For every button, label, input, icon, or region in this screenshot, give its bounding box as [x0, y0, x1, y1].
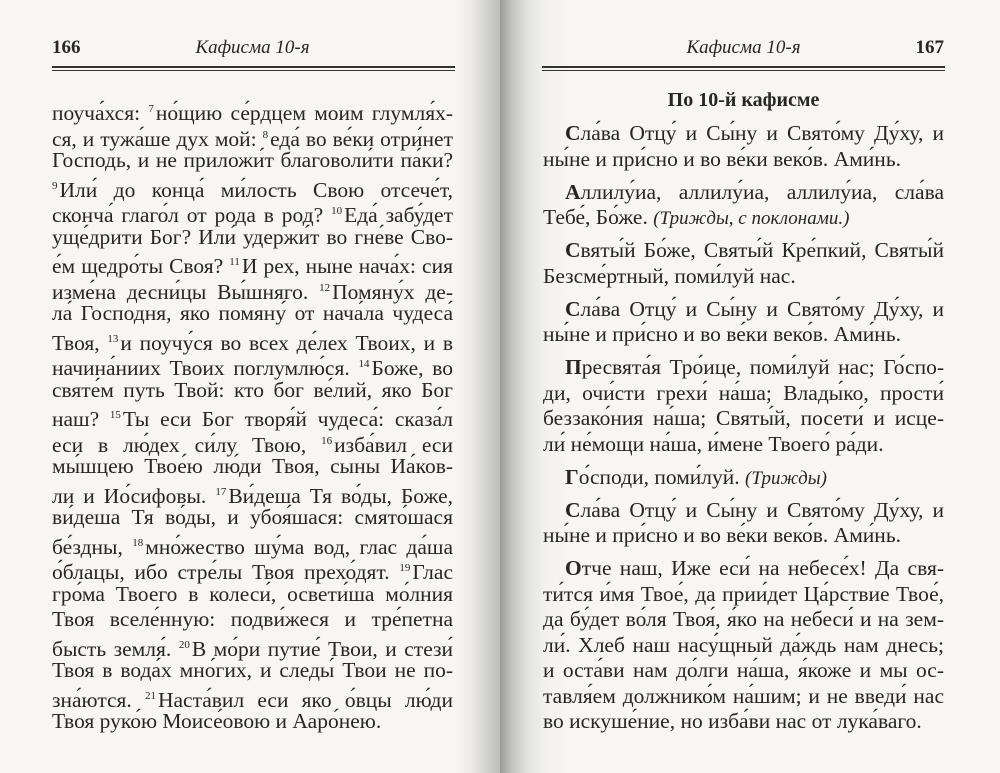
text-line — [52, 225, 453, 251]
text-line — [543, 607, 944, 633]
text-segment: бысть земля́. — [52, 636, 179, 661]
text-segment: Твоя вселе́нную: подви́жеся и тре́петна — [52, 607, 453, 631]
text-segment: да бу́дет во́ля Твоя́, я́ко на небеси́ и на зем- — [543, 607, 944, 631]
text-line — [52, 276, 453, 302]
prayer-paragraph — [543, 180, 944, 231]
running-head-title: Кафисма 10-я — [686, 37, 801, 58]
header-rule — [52, 66, 455, 71]
text-line — [52, 684, 453, 710]
text-line — [543, 633, 944, 659]
text-line — [543, 556, 944, 582]
text-segment: ли́. Хлеб наш насу́щный да́ждь нам днесь; — [543, 632, 944, 657]
text-line — [52, 199, 453, 225]
prayer-text — [543, 85, 944, 742]
verse-number: 19 — [399, 562, 411, 574]
verse-number: 16 — [321, 434, 333, 447]
text-line — [543, 297, 944, 323]
text-segment: зна́ются. — [52, 687, 145, 712]
text-line — [543, 180, 944, 206]
verse-number: 18 — [132, 536, 144, 549]
text-segment: и поучу́ся во всех де́лех Твоих, и в — [120, 330, 454, 355]
bold-initial: С — [565, 238, 581, 262]
text-segment: гро́ма Твоего в колеси́, освети́ша мо́лния — [52, 581, 453, 606]
bold-initial: А — [565, 179, 581, 204]
text-segment: В мо́ри путие́ Твои, и стези́ — [191, 636, 453, 661]
text-segment: ла́ Господня, яко помяну́ от нача́ла чудеса́ — [52, 301, 453, 325]
text-segment: Или́ до конца́ ми́лость Свою отсече́т, — [59, 177, 453, 202]
rubric-note: (Трижды, с поклонами.) — [653, 208, 850, 229]
text-line — [52, 403, 453, 429]
text-segment: ресвята́я Тро́ице, поми́луй нас; Го́спо- — [581, 355, 944, 379]
text-line — [52, 97, 453, 123]
text-segment: Твоя в вода́х мно́гих, и следы́ Твои не по- — [52, 658, 453, 682]
text-line — [52, 556, 453, 582]
text-line — [543, 498, 944, 524]
text-line — [52, 531, 453, 557]
text-segment: и оста́ви нам до́лги на́ша, я́коже и мы ос- — [543, 658, 944, 682]
section-heading: По 10-й кафисме — [667, 89, 820, 111]
prayer-paragraph — [543, 465, 944, 491]
text-line — [52, 633, 453, 659]
text-line — [543, 582, 944, 608]
header-rule — [542, 66, 945, 71]
text-segment: ти́тся и́мя Твое́, да прии́дет Ца́рствие Твое́, — [543, 581, 944, 606]
text-segment: Твоя руко́ю Моисе́овою и Ааро́нею. — [52, 709, 382, 733]
text-line — [52, 250, 453, 276]
text-line — [543, 121, 944, 147]
text-segment: святе́м путь Твой: кто бог ве́лий, яко Бог — [52, 377, 453, 402]
text-segment: сконча́ глаго́л от рода в род? — [52, 203, 332, 227]
text-line — [543, 684, 944, 710]
verse-number: 10 — [331, 205, 343, 217]
text-segment: бе́здны, — [52, 534, 133, 559]
bold-initial: Г — [565, 464, 579, 489]
prayer-paragraph — [543, 556, 944, 735]
text-line — [52, 148, 453, 174]
text-segment: Ви́деша Тя во́ды, Боже, — [228, 483, 453, 508]
prayer-paragraph — [543, 297, 944, 348]
verse-number: 13 — [107, 332, 119, 345]
text-segment: Господь, и не приложи́т благоволи́ти па́ки? — [52, 148, 453, 172]
verse-number: 8 — [262, 128, 269, 141]
text-line — [52, 658, 453, 684]
text-segment: мы́шцею Твое́ю лю́ди Твоя, сыны Иа́ков- — [52, 454, 453, 478]
text-line — [52, 607, 453, 633]
text-segment: о́блацы, ибо стре́лы Твоя прехо́дят. — [52, 560, 400, 584]
text-line — [543, 406, 944, 432]
text-segment: Твоя, — [52, 330, 108, 355]
text-segment: изба́вил еси — [334, 432, 453, 457]
text-segment: изме́на десни́цы Вы́шняго. — [52, 279, 320, 304]
text-line — [52, 174, 453, 200]
text-segment: Глас — [412, 560, 453, 584]
text-segment: уще́дрити Бог? Или́ удержи́т во гне́ве Сво- — [52, 224, 453, 249]
text-line — [52, 123, 453, 149]
text-segment: ны́не и при́сно и во ве́ки веко́в. Ами́нь. — [543, 322, 901, 346]
text-line — [52, 352, 453, 378]
verse-number: 14 — [358, 358, 370, 370]
page-number: 166 — [52, 37, 81, 58]
verse-number: 11 — [229, 256, 240, 268]
text-segment: о́споди, поми́луй. — [578, 464, 746, 489]
text-line — [543, 658, 944, 684]
prayer-paragraph — [543, 121, 944, 172]
psalm-text — [52, 97, 453, 735]
text-segment: ла́ва Отцу́ и Сы́ну и Свято́му Ду́ху, и — [580, 497, 944, 522]
text-segment: тче наш, Иже еси́ на небесе́х! Да свя- — [581, 556, 944, 580]
text-line — [543, 709, 944, 735]
text-segment: но́щию се́рдцем моим глумля́х- — [155, 101, 453, 125]
text-segment: ли и Ио́сифовы. — [52, 483, 216, 508]
right-page — [500, 0, 1000, 773]
text-segment: Наста́вил еси яко о́вцы лю́ди — [157, 687, 453, 712]
text-segment: Ты еси Бог творя́й чудеса́: сказа́л — [122, 407, 453, 431]
text-segment: беззако́ния на́ша; Святы́й, посети́ и исце- — [543, 406, 944, 430]
text-segment: ны́не и при́сно и во ве́ки веко́в. Ами́нь. — [543, 523, 901, 547]
text-segment: Еда́ забу́дет — [344, 203, 453, 227]
verse-number: 17 — [215, 485, 227, 498]
running-header — [543, 37, 944, 61]
text-line — [52, 480, 453, 506]
text-line — [543, 465, 944, 491]
text-segment: И рех, ныне нача́х: сия — [241, 254, 453, 278]
text-segment: е́м щедро́ты Своя? — [52, 254, 230, 278]
text-segment: Боже, во — [371, 356, 453, 380]
text-line — [543, 322, 944, 348]
text-segment: тавля́ем должнико́м на́шим; и не введи́ нас — [543, 683, 944, 708]
text-line — [52, 378, 453, 404]
text-segment: ви́деша Тя во́ды, и убоя́шася: смято́шася — [52, 505, 453, 529]
text-segment: мно́жество шу́ма вод, глас да́ша — [145, 534, 453, 559]
bold-initial: С — [565, 296, 581, 321]
text-line — [52, 709, 453, 735]
bold-initial: П — [565, 355, 582, 379]
text-segment: ли́ не́мощи на́ша, и́мене Твоего́ ра́ди. — [543, 431, 884, 456]
verse-number: 21 — [144, 689, 156, 702]
prayer-paragraph — [543, 498, 944, 549]
text-segment: вяты́й Бо́же, Святы́й Кре́пкий, Святы́й — [580, 238, 944, 262]
text-line — [52, 429, 453, 455]
text-segment: ся, и тужа́ше дух мой: — [52, 126, 263, 151]
text-segment: ны́не и при́сно и во ве́ки веко́в. Ами́нь. — [543, 146, 901, 171]
text-segment: ллилу́иа, аллилу́иа, аллилу́иа, сла́ва — [580, 179, 944, 204]
rubric-note: (Трижды) — [745, 467, 827, 489]
prayer-paragraph — [543, 355, 944, 457]
verse-number: 9 — [52, 179, 58, 192]
text-segment: Помяну́х де- — [332, 279, 453, 304]
prayer-paragraph — [543, 238, 944, 289]
text-line — [543, 381, 944, 407]
verse-number: 12 — [319, 281, 331, 294]
bold-initial: С — [565, 497, 581, 522]
text-line — [543, 355, 944, 381]
text-segment: начина́ниих Твоих поглумлю́ся. — [52, 356, 359, 380]
text-segment: ла́ва Отцу́ и Сы́ну и Свято́му Ду́ху, и — [580, 296, 944, 321]
text-line — [52, 327, 453, 353]
running-head-title: Кафисма 10-я — [195, 37, 310, 58]
running-header — [52, 37, 453, 61]
text-line — [543, 205, 944, 231]
text-segment: еда́ во ве́ки отри́нет — [270, 126, 453, 151]
verse-number: 20 — [178, 638, 190, 651]
text-segment: поуча́хся: — [52, 101, 149, 125]
verse-number: 15 — [109, 409, 121, 421]
page-number: 167 — [915, 37, 944, 58]
verse-number: 7 — [148, 103, 154, 115]
text-line — [543, 432, 944, 458]
text-line — [52, 505, 453, 531]
text-line — [52, 582, 453, 608]
text-segment: ла́ва Отцу́ и Сы́ну и Свято́му Ду́ху, и — [580, 121, 944, 145]
text-segment: еси в лю́дех си́лу Твою, — [52, 432, 322, 457]
bold-initial: О — [565, 556, 582, 580]
text-line — [543, 523, 944, 549]
text-line — [543, 264, 944, 290]
bold-initial: С — [565, 121, 581, 145]
text-line — [543, 147, 944, 173]
text-line — [543, 238, 944, 264]
text-segment: во искуше́ние, но изба́ви нас от лука́ваго. — [543, 709, 922, 733]
text-line — [52, 454, 453, 480]
text-segment: Тебе́, Бо́же. — [543, 205, 654, 229]
text-line — [52, 301, 453, 327]
text-segment: наш? — [52, 407, 110, 431]
text-segment: Безсме́ртный, поми́луй нас. — [543, 263, 796, 288]
text-segment: ди, очи́сти грехи́ на́ша; Влады́ко, прости́ — [543, 380, 944, 405]
